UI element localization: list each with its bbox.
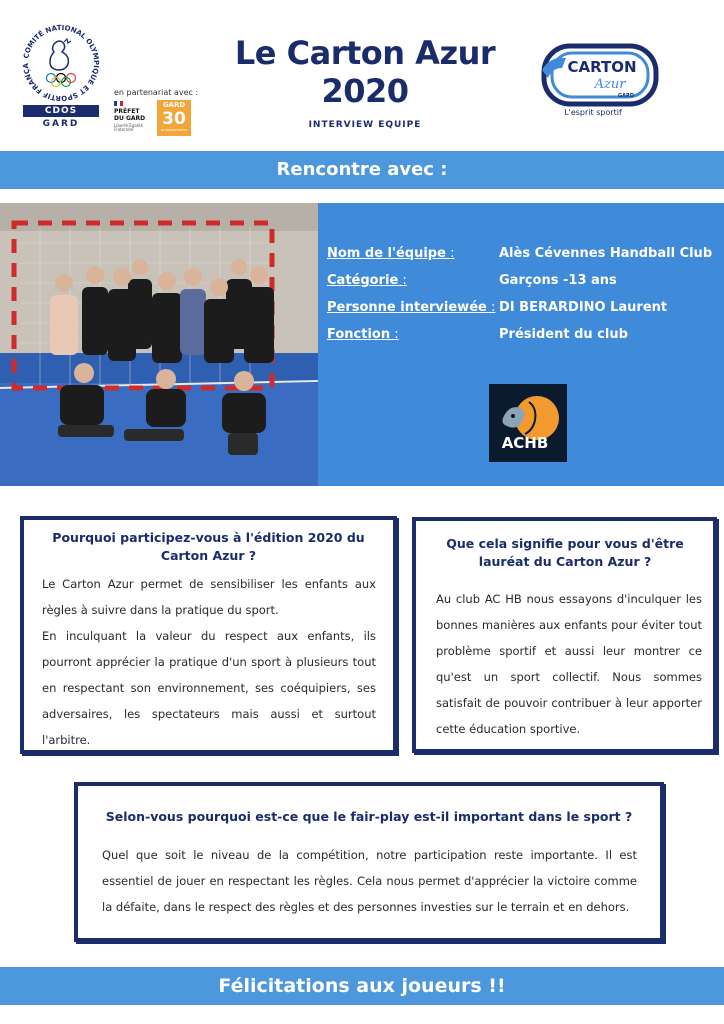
info-label-function: Fonction : xyxy=(327,327,399,342)
answer-participation-p2: En inculquant la valeur du respect aux enfants, ils pourront apprécier la pratique d'un sport à plusieurs tout en respectant son environnement, ses coéquipiers, ses adversaires, les spectateurs mais aussi et surtout l'arbitre. xyxy=(42,629,376,747)
carton-region: GARD xyxy=(618,93,634,99)
carton-azur-logo xyxy=(538,42,662,118)
info-value-category: Garçons -13 ans xyxy=(499,273,617,288)
team-photo xyxy=(0,203,318,486)
carton-azur-emblem xyxy=(538,42,662,110)
achb-club-logo xyxy=(489,384,567,462)
gard30-number: 30 xyxy=(162,109,186,129)
cdos-ring-text: COMITÉ NATIONAL OLYMPIQUE ET SPORTIF FRANÇA xyxy=(21,23,101,103)
question-fairplay: Selon-vous pourquoi est-ce que le fair-play est-il important dans le sport ? xyxy=(105,809,633,824)
interview-card-fairplay xyxy=(74,782,664,942)
answer-laureate: Au club AC HB nous essayons d'inculquer les bonnes manières aux enfants pour éviter tout problème sportif et aussi leur montrer ce qu'est un sport collectif. Nous sommes satisfait de pouvoir contribuer à leur apporter cette éducation sportive. xyxy=(436,592,702,736)
french-flag-icon xyxy=(114,101,123,106)
carton-tagline: L'esprit sportif xyxy=(564,108,622,117)
interview-card-participation xyxy=(20,516,397,754)
info-label-category: Catégorie : xyxy=(327,273,407,288)
gard30-logo xyxy=(157,100,191,136)
prefet-motto: Liberté Égalité Fraternité xyxy=(114,123,144,132)
section-banner-meet: Rencontre avec : xyxy=(0,151,724,189)
page-title xyxy=(220,34,510,110)
info-value-function: Président du club xyxy=(499,327,628,342)
gard30-subtitle: LE DÉPARTEMENT xyxy=(160,128,188,132)
question-participation: Pourquoi participez-vous à l'édition 2020 du Carton Azur ? xyxy=(52,530,365,563)
page-subtitle: INTERVIEW EQUIPE xyxy=(308,120,422,130)
title-line-1: Le Carton Azur xyxy=(234,34,496,72)
question-laureate: Que cela signifie pour vous d'être lauréat du Carton Azur ? xyxy=(446,536,684,569)
gard30-top: GARD xyxy=(162,101,186,109)
prefet-logo xyxy=(114,101,150,137)
interview-card-laureate xyxy=(412,517,717,753)
info-value-interviewee: DI BERARDINO Laurent xyxy=(499,300,668,315)
title-line-2: 2020 xyxy=(321,72,409,110)
prefet-name: PRÉFET DU GARD xyxy=(114,108,146,122)
answer-fairplay: Quel que soit le niveau de la compétition, notre participation reste importante. Il est essentiel de jouer en respectant les règles. Cela nous permet d'apprécier la victoire comme la défaite, dans le respect des règles et des personnes investies sur le terrain et en dehors. xyxy=(102,848,637,914)
team-photo-illustration xyxy=(0,203,318,486)
info-label-team: Nom de l'équipe : xyxy=(327,246,455,261)
answer-participation-p1: Le Carton Azur permet de sensibiliser les enfants aux règles à suivre dans la pratique du sport. xyxy=(42,577,376,617)
cdos-name: CDOS xyxy=(23,105,99,117)
info-label-interviewee: Personne interviewée : xyxy=(327,300,496,315)
partner-text: en partenariat avec : xyxy=(114,88,199,97)
answer-participation xyxy=(42,571,376,753)
achb-logo-text: ACHB xyxy=(501,434,549,452)
cdos-region: GARD xyxy=(42,119,80,129)
section-banner-congratulations: Félicitations aux joueurs !! xyxy=(0,967,724,1005)
carton-word: CARTON xyxy=(567,58,637,76)
cdos-logo xyxy=(20,22,102,134)
olympic-rooster-emblem xyxy=(20,22,102,104)
azur-word: Azur xyxy=(594,77,626,92)
info-value-team: Alès Cévennes Handball Club xyxy=(499,246,713,261)
team-info-panel xyxy=(318,203,724,486)
achb-emblem xyxy=(489,384,567,462)
